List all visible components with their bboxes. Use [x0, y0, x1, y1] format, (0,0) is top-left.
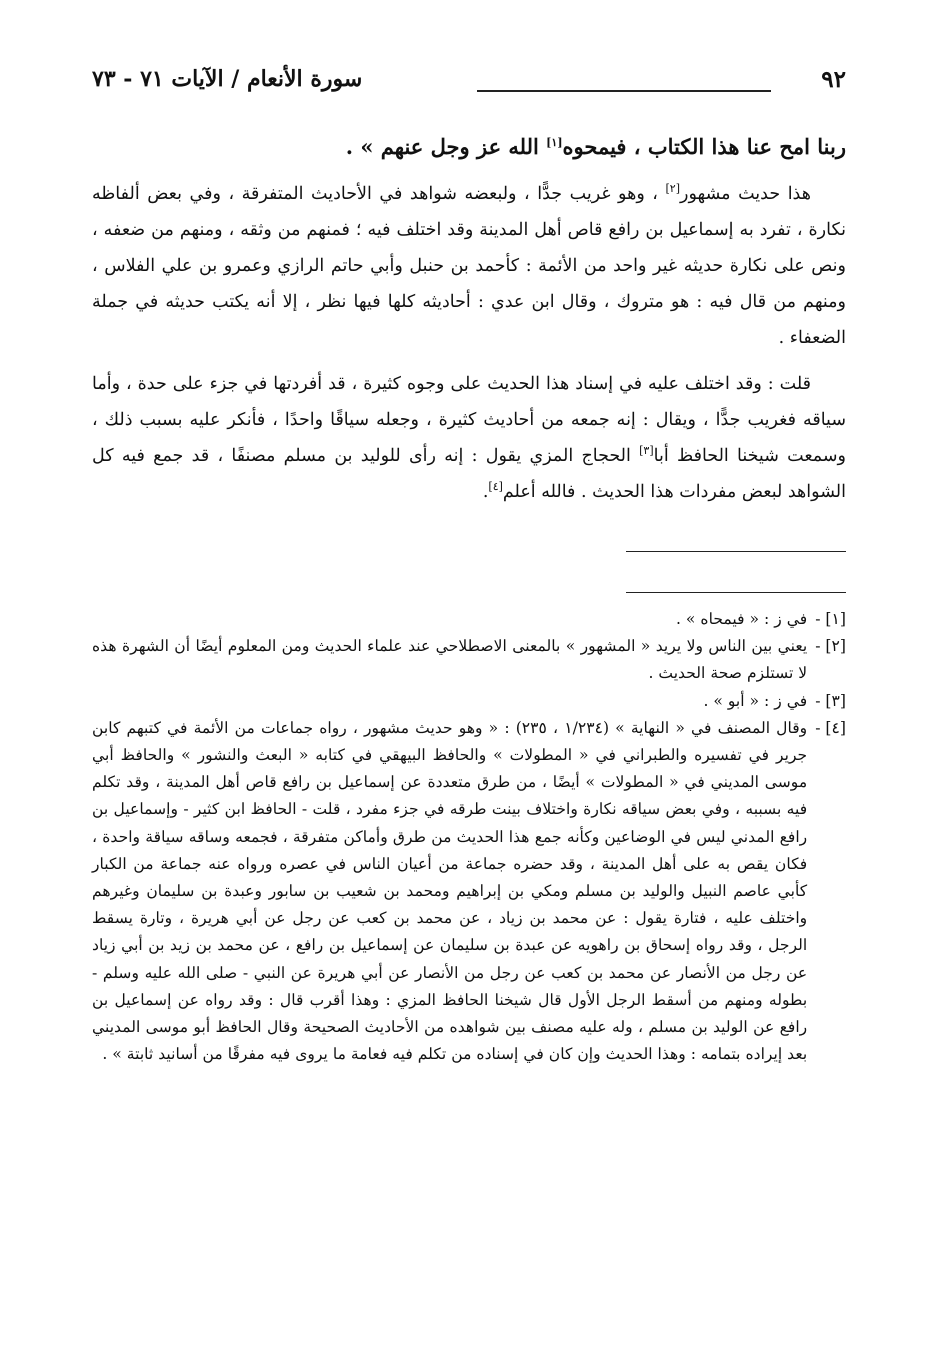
footnote-4 — [92, 715, 846, 1069]
paragraph-2 — [92, 366, 846, 510]
footnote-text: في ز : « أبو » . — [703, 691, 808, 710]
footnote-text: في ز : « فيمحاه » . — [676, 610, 808, 628]
running-title: سورة الأنعام / الآيات ٧١ - ٧٣ — [92, 66, 363, 92]
footnote-ref: [٤] — [488, 480, 503, 494]
footnote-text: يعني بين الناس ولا يريد « المشهور » بالمعنى الاصطلاحي عند علماء الحديث ومن المعلوم أيضًا أن الشهرة هذه لا تستلزم صحة الحديث . — [92, 637, 808, 683]
paragraph-2-text-a: قلت : وقد اختلف عليه في إسناد هذا الحديث على وجوه كثيرة ، قد أفردتها في جزء على حدة ، وأما سياقه فغريب جدًّا ، ويقال : إنه جمعه من أحاديث كثيرة ، وجعله سياقًا واحدًا ، فأنكر عليه بسبب ذلك ، وسمعت شيخنا الحافظ أبا — [92, 374, 846, 466]
paragraph-1-text-b: ، وهو غريب جدًّا ، ولبعضه شواهد في الأحاديث المتفرقة ، وفي بعض ألفاظه نكارة ، تفرد به إسماعيل بن رافع قاص أهل المدينة وقد اختلف فيه ؛ فمنهم من وثقه ، ومنهم من ضعفه ، ونص على نكارة حديثه غير واحد من الأئمة : كأحمد بن حنبل وأبي حاتم الرازي وعمرو بن علي الفلاس ، ومنهم من قال فيه : هو متروك ، وقال ابن عدي : أحاديثه كلها فيها نظر ، إلا أنه يكتب حديثه في جملة الضعفاء . — [92, 184, 846, 348]
header-rule — [477, 90, 771, 92]
page-header — [92, 66, 846, 102]
footnote-2 — [92, 633, 846, 687]
footnote-marker: [٣] - — [815, 691, 846, 710]
footnote-text: وقال المصنف في « النهاية » (١/٢٣٤ ، ٢٣٥) : « وهو حديث مشهور ، رواه جماعات من الأئمة في كتبهم كابن جرير في تفسيره والطبراني في « المطولات » والحافظ البيهقي في كتابه « البعث والنشور » والحافظ أبي موسى المديني في « المطولات » أيضًا ، من طرق متعددة عن إسماعيل بن رافع قاص أهل المدينة ، وقد تكلم فيه بسببه ، وفي بعض سياقه نكارة واختلاف بينت طرقه في جزء مفرد ، قلت - الحافظ ابن كثير - وإسماعيل بن رافع المدني ليس في الوضاعين وكأنه جمع هذا الحديث من طرق وأماكن متفرقة ، فجمعه وساقه سياقة واحدة ، فكان يقص به على أهل المدينة ، وقد حضره جماعة من أعيان الناس في عصره ورواه عنه جماعة من الكبار كأبي عاصم النبيل والوليد بن مسلم ومكي بن إبراهيم ومحمد بن شعيب بن سابور وعبدة بن سليمان وغيرهم واختلف عليه ، فتارة يقول : عن محمد بن زياد ، عن محمد بن كعب عن رجل عن أبي هريرة ، وتارة يسقط الرجل ، وقد رواه إسحاق بن راهويه عن عبدة بن سليمان عن إسماعيل بن رافع ، عن محمد بن زيد بن أبي زياد عن رجل من الأنصار عن محمد بن كعب عن رجل من الأنصار عن أبي هريرة عن النبي - صلى الله عليه وسلم - بطوله ومنهم من أسقط الرجل الأول قال شيخنا الحافظ المزي : وهذا أقرب قال : وقد رواه عن إسماعيل بن رافع عن الوليد بن مسلم ، وله عليه مصنف بين شواهده من الأحاديث الصحيحة وقال الحافظ أبو موسى المديني بعد إيراده بتمامه : وهذا الحديث وإن كان في إسناده من تكلم فيه فعامة ما يروى فيه مفرقًا من أسانيد ثابتة » . — [92, 718, 808, 1064]
footnote-ref: [٢] — [665, 182, 681, 196]
footnotes — [92, 606, 846, 1068]
paragraph-1-text-a: هذا حديث مشهور — [680, 184, 811, 204]
section-rule — [626, 551, 846, 552]
paragraph-2-text-b: الحجاج المزي يقول : إنه رأى للوليد بن مسلم مصنفًا ، قد جمع فيه كل الشواهد لبعض مفردات هذا الحديث . فالله أعلم — [92, 446, 846, 502]
footnote-3 — [92, 688, 846, 715]
footnote-marker: [٢] - — [815, 637, 846, 656]
footnote-marker: [٤] - — [815, 718, 846, 737]
footnote-ref: [١] — [546, 136, 563, 149]
footnote-separator — [626, 592, 846, 593]
page-number: ٩٢ — [821, 66, 846, 93]
paragraph-2-text-c: . — [482, 482, 489, 502]
footnote-marker: [١] - — [815, 610, 846, 628]
footnote-1 — [92, 606, 846, 633]
verse-text-before: ربنا امح عنا هذا الكتاب ، فيمحوه — [562, 134, 846, 159]
paragraph-1 — [92, 176, 846, 356]
verse-text-after: الله عز وجل عنهم » . — [345, 134, 547, 159]
footnote-ref: [٣] — [639, 444, 654, 458]
verse-ending — [92, 128, 846, 166]
